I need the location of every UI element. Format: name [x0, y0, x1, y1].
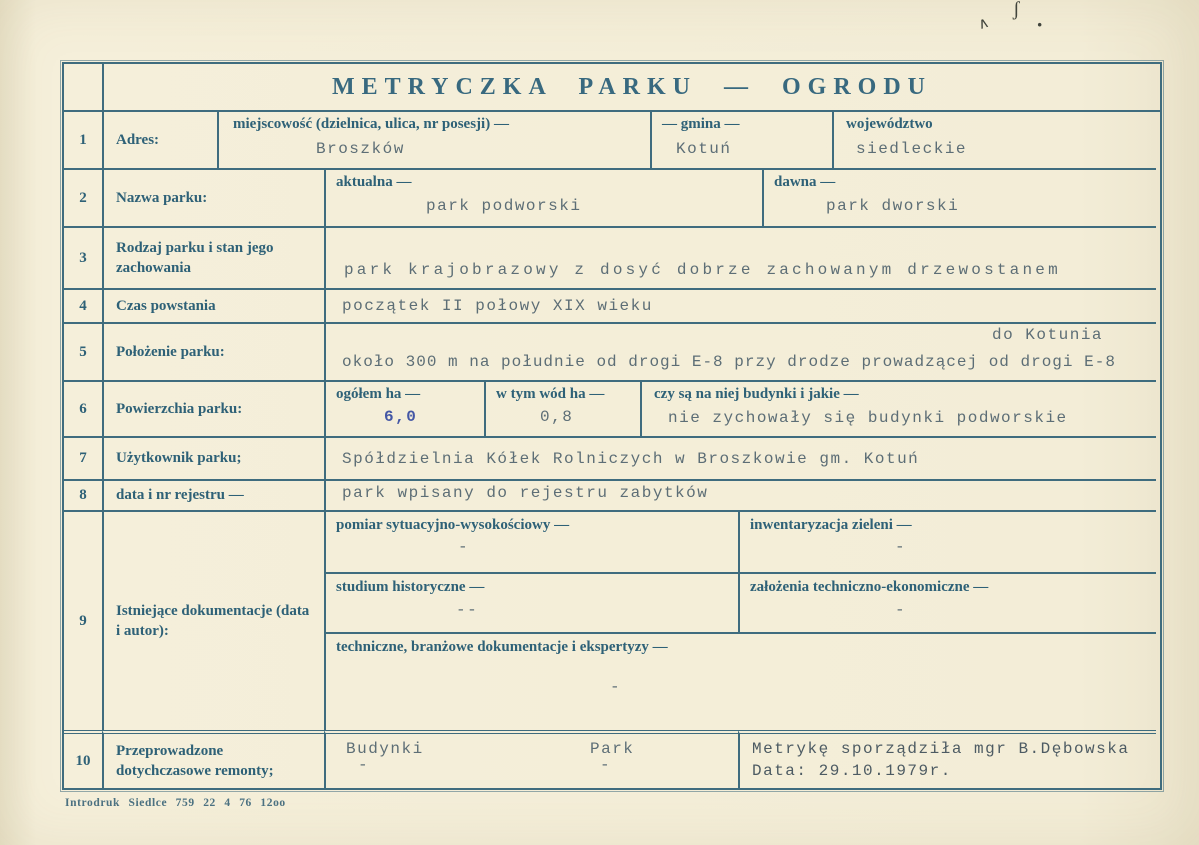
row-9-greenery-cell [738, 510, 1156, 572]
renovations-park-label: Park [590, 740, 635, 758]
gmina-field-label: — gmina — [662, 116, 740, 132]
row-9-economic-cell [738, 572, 1156, 632]
place-field-value: Broszków [316, 140, 405, 158]
row-1-label: Adres: [102, 110, 217, 168]
location-value-continuation: do Kotunia [992, 326, 1104, 344]
row-10-author-cell [738, 730, 1156, 788]
row-8-label: data i nr rejestru — [102, 479, 324, 510]
row-5-value-cell [324, 322, 1156, 380]
row-2-former-name-cell [762, 168, 1156, 226]
water-area-label: w tym wód ha — [496, 386, 605, 402]
row-9-study-cell [324, 572, 738, 632]
buildings-question-value: nie zychowały się budynki podworskie [668, 409, 1068, 427]
row-10-number: 10 [64, 730, 102, 788]
survey-label: pomiar sytuacyjno-wysokościowy — [336, 517, 570, 533]
study-value: -- [456, 601, 479, 619]
row-10-label: Przeprowadzone dotychczasowe remonty; [102, 730, 324, 788]
row-9-number: 9 [64, 510, 102, 730]
origin-time-value: początek II połowy XIX wieku [342, 297, 653, 315]
row-1-voivodeship-cell [832, 110, 1160, 168]
row-4-label: Czas powstania [102, 288, 324, 322]
gmina-field-value: Kotuń [676, 140, 732, 158]
row-7-value-cell [324, 436, 1156, 479]
greenery-label: inwentaryzacja zieleni — [750, 517, 912, 533]
row-10-renovations-cell [324, 730, 738, 788]
row-5-label: Położenie parku: [102, 322, 324, 380]
title-row-number-cell [64, 64, 102, 110]
row-2-current-name-cell [324, 168, 762, 226]
row-2-number: 2 [64, 168, 102, 226]
park-user-value: Spółdzielnia Kółek Rolniczych w Broszkowie gm. Kotuń [342, 450, 920, 468]
row-9-label: Istniejące dokumentacje (data i autor): [102, 510, 324, 730]
buildings-question-label: czy są na niej budynki i jakie — [654, 386, 859, 402]
row-6-number: 6 [64, 380, 102, 436]
row-6-label: Powierzchia parku: [102, 380, 324, 436]
row-9-technical-cell [324, 632, 1156, 730]
former-name-value: park dworski [826, 197, 960, 215]
technical-value: - [610, 678, 622, 696]
study-label: studium historyczne — [336, 579, 485, 595]
record-author-line: Metrykę sporządziła mgr B.Dębowska [752, 740, 1130, 758]
row-6-buildings-cell [640, 380, 1156, 436]
survey-value: - [458, 538, 470, 556]
location-value: około 300 m na południe od drogi E-8 przy drodze prowadzącej od drogi E-8 [342, 353, 1116, 371]
row-3-number: 3 [64, 226, 102, 288]
row-6-area-total-cell [324, 380, 484, 436]
row-2-label: Nazwa parku: [102, 168, 324, 226]
row-4-number: 4 [64, 288, 102, 322]
print-imprint: Introdruk Siedlce 759 22 4 76 12oo [65, 797, 286, 809]
row-1-place-cell [217, 110, 650, 168]
area-total-label: ogółem ha — [336, 386, 421, 402]
voivodeship-field-label: województwo [846, 116, 933, 132]
former-name-label: dawna — [774, 174, 836, 190]
row-3-value-cell [324, 226, 1156, 288]
water-area-value: 0,8 [540, 408, 574, 426]
current-name-value: park podworski [426, 197, 582, 215]
row-6-water-area-cell [484, 380, 640, 436]
technical-label: techniczne, branżowe dokumentacje i ekspertyzy — [336, 639, 668, 655]
row-9-survey-cell [324, 510, 738, 572]
row-8-number: 8 [64, 479, 102, 510]
economic-value: - [895, 601, 907, 619]
place-field-label: miejscowość (dzielnica, ulica, nr posesji) — [233, 116, 509, 132]
area-total-value: 6,0 [384, 408, 418, 426]
register-value: park wpisany do rejestru zabytków [342, 484, 709, 502]
row-1-number: 1 [64, 110, 102, 168]
ink-mark: ∧ [975, 14, 992, 34]
park-type-value: park krajobrazowy z dosyć dobrze zachowanym drzewostanem [344, 261, 1061, 279]
row-8-value-cell [324, 479, 1156, 510]
metryczka-form-table [62, 62, 1162, 790]
row-7-label: Użytkownik parku; [102, 436, 324, 479]
renovations-park-value: - [600, 756, 612, 774]
economic-label: założenia techniczno-ekonomiczne — [750, 579, 989, 595]
row-7-number: 7 [64, 436, 102, 479]
record-date-line: Data: 29.10.1979r. [752, 762, 952, 780]
row-1-gmina-cell [650, 110, 832, 168]
current-name-label: aktualna — [336, 174, 412, 190]
ink-mark: · [1036, 12, 1044, 37]
greenery-value: - [895, 538, 907, 556]
form-title: METRYCZKA PARKU — OGRODU [102, 64, 1160, 110]
voivodeship-field-value: siedleckie [856, 140, 968, 158]
renovations-buildings-value: - [358, 756, 370, 774]
row-5-number: 5 [64, 322, 102, 380]
row-3-label: Rodzaj parku i stan jego zachowania [102, 226, 324, 288]
row-4-value-cell [324, 288, 1156, 322]
ink-mark: ʃ [1013, 0, 1020, 20]
renovations-buildings-label: Budynki [346, 740, 424, 758]
